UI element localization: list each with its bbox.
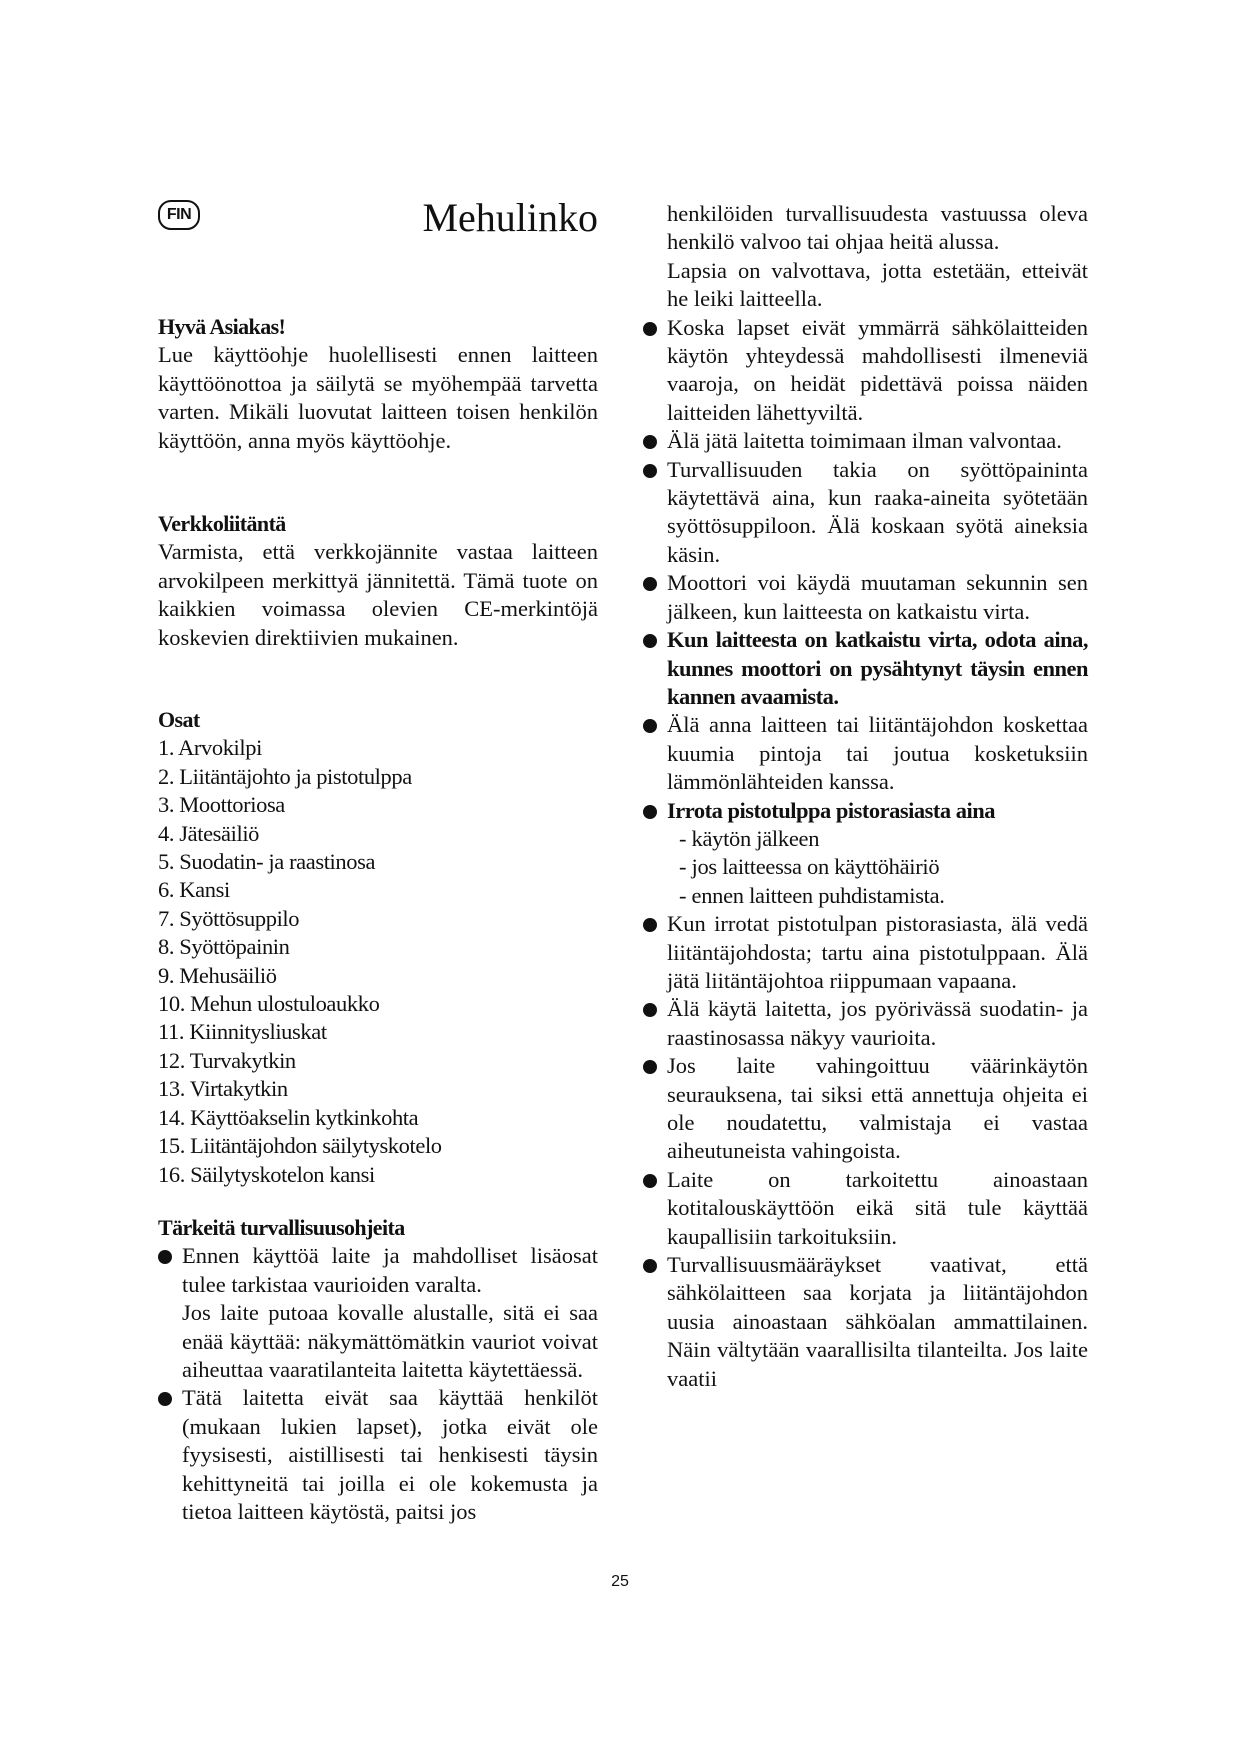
unplug-condition: - ennen laitteen puhdistamista. — [679, 882, 945, 908]
mains-text: Varmista, että verkkojännite vastaa laitteen arvokilpeen merkittyä jännitettä. Tämä tuote on kaikkien voimassa olevien CE-merkintöjä koskevien direktiivien mukainen. — [158, 539, 598, 650]
safety-heading: Tärkeitä turvallisuusohjeita — [158, 1215, 405, 1240]
bullet-text: Älä käytä laitetta, jos pyörivässä suodatin- ja raastinosassa näkyy vaurioita. — [667, 996, 1088, 1050]
bullet-text: Moottori voi käydä muutaman sekunnin sen jälkeen, kun laitteesta on katkaistu virta. — [667, 570, 1088, 624]
intro-text: Lue käyttöohje huolellisesti ennen laitteen käyttöönottoa ja säilytä se myöhempää tarvetta varten. Mikäli luovutat laitteen toisen henkilön käyttöön, anna myös käyttöohje. — [158, 342, 598, 453]
bullet-text: Koska lapset eivät ymmärrä sähkölaitteiden käytön yhteydessä mahdollisesti ilmeneviä vaaroja, on heidät pidettävä poissa näiden laitteiden lähettyviltä. — [667, 314, 1088, 425]
list-item: 12. Turvakytkin — [158, 1047, 296, 1073]
list-item: 2. Liitäntäjohto ja pistotulppa — [158, 763, 412, 789]
bullet-icon — [643, 719, 657, 733]
safety-continued — [643, 200, 1088, 1393]
bullet-icon — [643, 918, 657, 932]
safety-bullet — [643, 314, 1088, 428]
bullet-text: Tätä laitetta eivät saa käyttää henkilöt (mukaan lukien lapset), jotka eivät ole fyysisesti, aistillisesti tai henkisesti täysin kehittyneitä tai joilla ei ole kokemusta ja tietoa laitteen käytöstä, paitsi jos — [182, 1385, 598, 1525]
bullet-icon — [643, 805, 657, 819]
bullet-text: Laite on tarkoitettu ainoastaan kotitalouskäyttöön eikä sitä tule käyttää kaupallisiin tarkoituksiin. — [667, 1166, 1088, 1249]
list-item: 15. Liitäntäjohdon säilytyskotelo — [158, 1133, 442, 1159]
safety-bullet — [643, 1052, 1088, 1166]
unplug-condition: - käytön jälkeen — [679, 825, 820, 851]
list-item: 7. Syöttösuppilo — [158, 905, 300, 931]
bullet-text: Jos laite putoaa kovalle alustalle, sitä ei saa enää käyttää: näkymättömätkin vauriot voivat aiheuttaa vaaratilanteita laitetta käytettäessä. — [182, 1300, 598, 1383]
safety-bullet-warning — [643, 626, 1088, 711]
safety-bullet — [643, 797, 1088, 825]
intro-section — [158, 313, 598, 455]
unplug-condition: - jos laitteessa on käyttöhäiriö — [679, 854, 940, 880]
list-item: 11. Kiinnitysliuskat — [158, 1019, 327, 1045]
bullet-text: Älä jätä laitetta toimimaan ilman valvontaa. — [667, 428, 1062, 454]
parts-heading: Osat — [158, 707, 200, 732]
bullet-icon — [643, 435, 657, 449]
safety-bullet — [158, 1242, 598, 1384]
safety-bullet — [643, 456, 1088, 570]
safety-section — [158, 1214, 598, 1526]
mains-heading: Verkkoliitäntä — [158, 511, 286, 536]
bullet-icon — [643, 1259, 657, 1273]
bullet-icon — [643, 1060, 657, 1074]
intro-heading: Hyvä Asiakas! — [158, 314, 286, 339]
list-item: 8. Syöttöpainin — [158, 934, 290, 960]
safety-bullet — [643, 427, 1088, 455]
safety-bullet — [643, 1166, 1088, 1251]
list-item: 10. Mehun ulostuloaukko — [158, 991, 380, 1017]
safety-bullet — [643, 569, 1088, 626]
bullet-text: Irrota pistotulppa pistorasiasta aina — [667, 797, 996, 823]
list-item: 13. Virtakytkin — [158, 1076, 288, 1102]
parts-list — [158, 734, 598, 1189]
bullet-icon — [158, 1250, 172, 1264]
list-item: 9. Mehusäiliö — [158, 962, 277, 988]
bullet-text: Turvallisuusmääräykset vaativat, että sähkölaitteen saa korjata ja liitäntäjohdon uusia ainoastaan sähköalan ammattilainen. Näin vältytään vaarallisilta tilanteilta. Jos laite vaatii — [667, 1252, 1088, 1391]
bullet-icon — [643, 1003, 657, 1017]
safety-bullet — [643, 995, 1088, 1052]
bullet-text: Turvallisuuden takia on syöttöpaininta käytettävä aina, kun raaka-aineita syötetään syöttösuppiloon. Älä koskaan syötä aineksia käsin. — [667, 456, 1088, 567]
page-number: 25 — [611, 1573, 629, 1590]
bullet-icon — [643, 634, 657, 648]
list-item: 4. Jätesäiliö — [158, 820, 260, 846]
bullet-text: Jos laite vahingoittuu väärinkäytön seurauksena, tai siksi että annettuja ohjeita ei ole noudatettu, valmistaja ei vastaa aiheutuneista vahingoista. — [667, 1053, 1088, 1164]
bullet-icon — [643, 464, 657, 478]
bullet-icon — [643, 1174, 657, 1188]
list-item: 16. Säilytyskotelon kansi — [158, 1161, 375, 1187]
bullet-text: Ennen käyttöä laite ja mahdolliset lisäosat tulee tarkistaa vaurioiden varalta. — [182, 1243, 598, 1297]
list-item: 3. Moottoriosa — [158, 792, 285, 818]
safety-bullet — [158, 1384, 598, 1526]
bullet-icon — [643, 322, 657, 336]
continued-text: henkilöiden turvallisuudesta vastuussa oleva henkilö valvoo tai ohjaa heitä alussa. — [667, 201, 1088, 255]
bullet-icon — [158, 1392, 172, 1406]
list-item: 1. Arvokilpi — [158, 735, 262, 761]
list-item: 14. Käyttöakselin kytkinkohta — [158, 1104, 419, 1130]
children-note: Lapsia on valvottava, jotta estetään, etteivät he leiki laitteella. — [667, 257, 1088, 312]
page-header — [158, 196, 598, 246]
parts-section — [158, 706, 598, 1189]
bullet-text: Kun irrotat pistotulpan pistorasiasta, älä vedä liitäntäjohdosta; tartu aina pistotulppaan. Älä jätä liitäntäjohtoa riippumaan vapaana. — [667, 911, 1088, 993]
bullet-text: Kun laitteesta on katkaistu virta, odota aina, kunnes moottori on pysähtynyt täysin ennen kannen avaamista. — [667, 627, 1088, 709]
safety-bullet — [643, 1251, 1088, 1393]
safety-bullet — [643, 910, 1088, 995]
bullet-icon — [643, 577, 657, 591]
list-item: 5. Suodatin- ja raastinosa — [158, 849, 376, 875]
bullet-text: Älä anna laitteen tai liitäntäjohdon koskettaa kuumia pintoja tai joutua kosketuksiin lämmönlähteiden kanssa. — [667, 712, 1088, 795]
page-title: Mehulinko — [422, 195, 598, 240]
list-item: 6. Kansi — [158, 877, 230, 903]
safety-bullet — [643, 711, 1088, 796]
mains-section — [158, 510, 598, 652]
language-badge: FIN — [158, 200, 200, 230]
